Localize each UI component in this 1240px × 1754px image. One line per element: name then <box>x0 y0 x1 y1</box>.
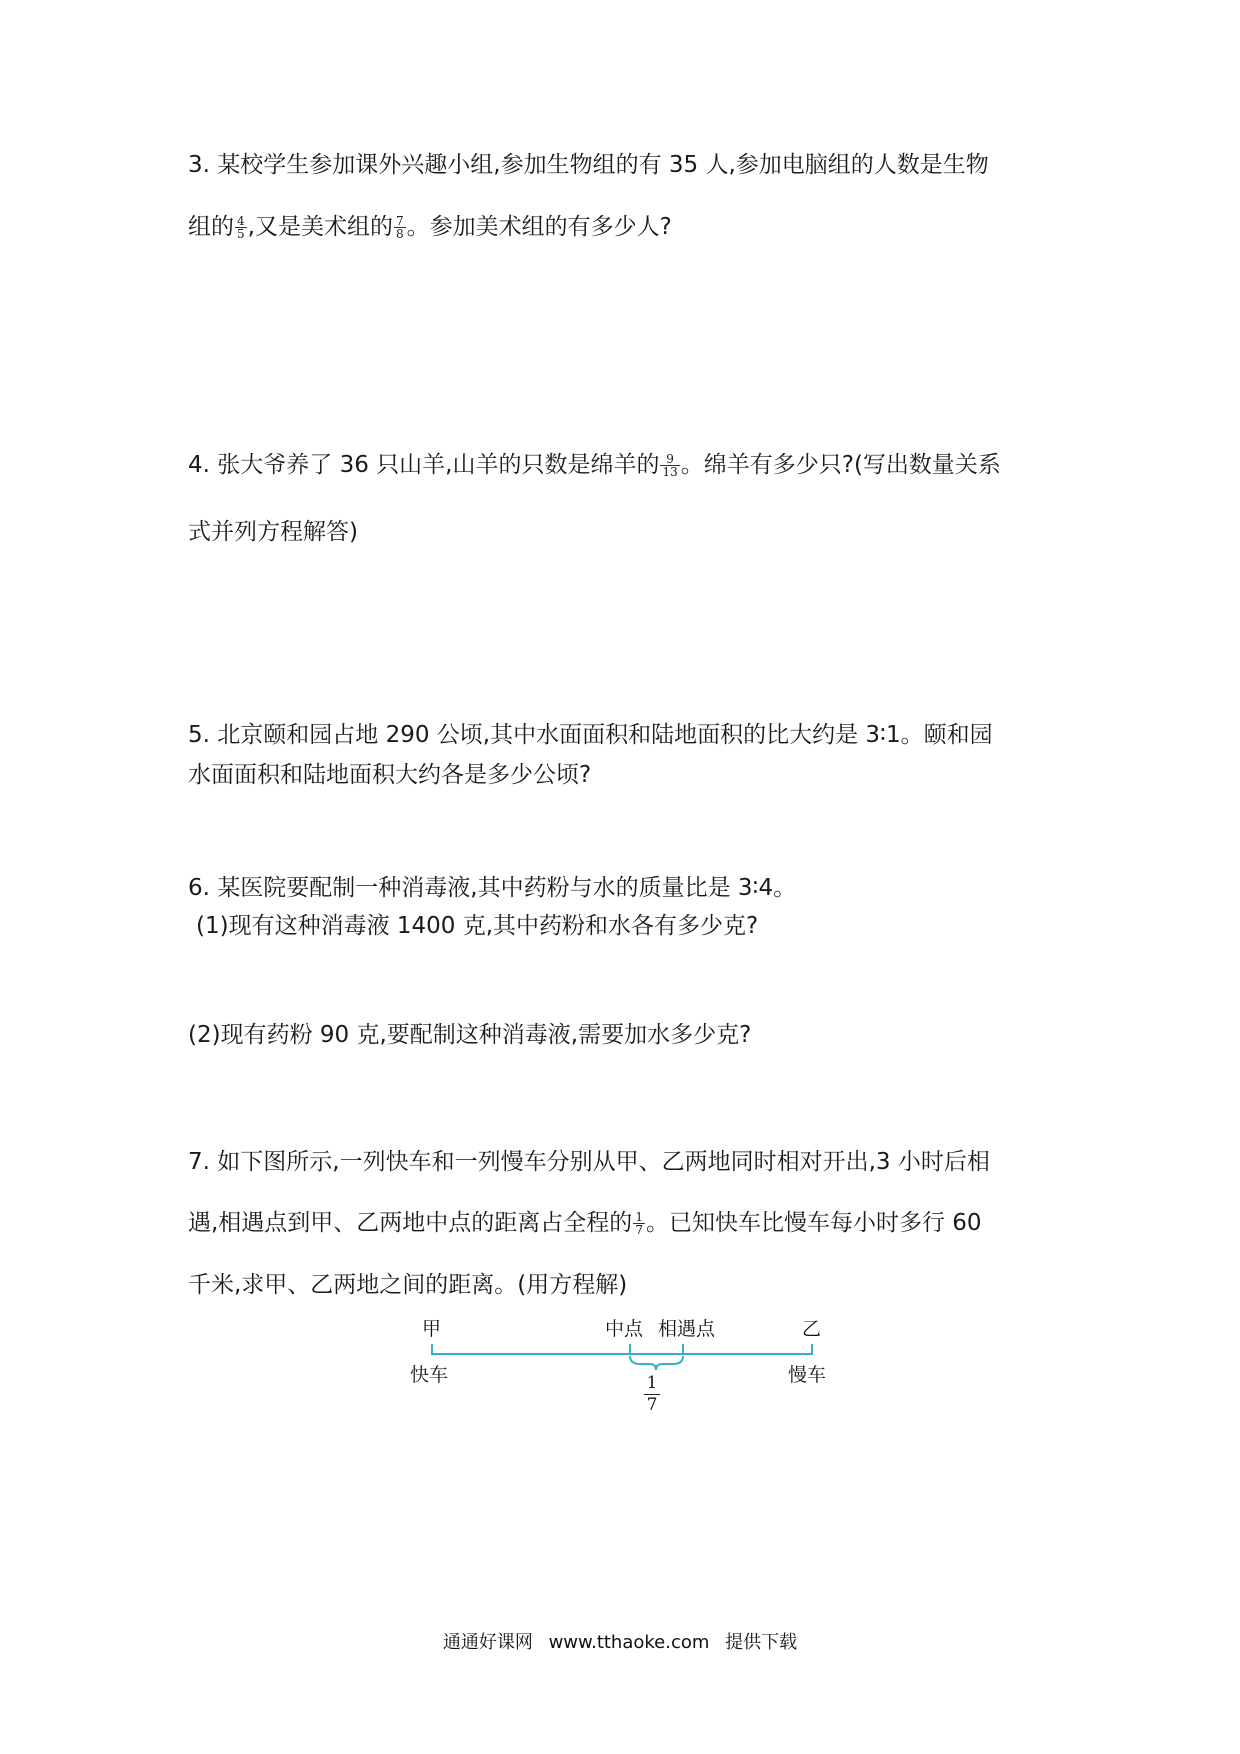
q7-line-1: 7. 如下图所示,一列快车和一列慢车分别从甲、乙两地同时相对开出,3 小时后相 <box>188 1149 990 1175</box>
q4-line-2: 式并列方程解答) <box>188 519 358 545</box>
fraction-numerator: 7 <box>395 214 404 228</box>
fraction-numerator: 1 <box>646 1373 658 1393</box>
midpoint-label: 中点 <box>605 1318 644 1340</box>
q3-text-c: 。参加美术组的有多少人? <box>406 214 672 240</box>
q6-sub-question-2: (2)现有药粉 90 克,要配制这种消毒液,需要加水多少克? <box>188 1022 752 1048</box>
slow-car-label: 慢车 <box>788 1364 827 1386</box>
footer-site-name: 通通好课网 <box>442 1632 533 1653</box>
fraction-numerator: 9 <box>666 452 674 466</box>
q4-text-b: 。绵羊有多少只?(写出数量关系 <box>680 452 1001 478</box>
q4-fraction <box>660 453 679 478</box>
q3-fraction-1 <box>235 215 247 240</box>
fraction-denominator: 7 <box>646 1395 658 1415</box>
footer-suffix: 提供下载 <box>725 1632 798 1653</box>
q3-line-1: 3. 某校学生参加课外兴趣小组,参加生物组的有 35 人,参加电脑组的人数是生物 <box>188 152 989 178</box>
page-footer <box>0 1628 1240 1654</box>
point-b-label: 乙 <box>802 1318 822 1340</box>
fraction-numerator: 1 <box>635 1210 643 1224</box>
q3-text-b: ,又是美术组的 <box>247 214 393 240</box>
q3-line-2 <box>188 212 672 242</box>
q6-line-1: 6. 某医院要配制一种消毒液,其中药粉与水的质量比是 3∶4。 <box>188 875 797 901</box>
q4-text-a: 4. 张大爷养了 36 只山羊,山羊的只数是绵羊的 <box>188 452 660 478</box>
footer-url[interactable]: www.tthaoke.com <box>548 1632 710 1653</box>
q7-line-2 <box>188 1208 982 1238</box>
distance-diagram <box>400 1318 860 1423</box>
fraction-numerator: 4 <box>237 214 245 228</box>
q5-line-2: 水面面积和陆地面积大约各是多少公顷? <box>188 762 592 788</box>
q3-fraction-2 <box>394 215 406 240</box>
segment-brace <box>630 1356 683 1370</box>
fraction-denominator: 7 <box>635 1223 643 1237</box>
q3-text-a: 组的 <box>188 214 234 240</box>
point-a-label: 甲 <box>422 1318 442 1340</box>
q7-text-b: 。已知快车比慢车每小时多行 60 <box>645 1210 982 1236</box>
q7-text-a: 遇,相遇点到甲、乙两地中点的距离占全程的 <box>188 1210 633 1236</box>
q6-sub-question-1: (1)现有这种消毒液 1400 克,其中药粉和水各有多少克? <box>196 913 759 939</box>
fraction-denominator: 8 <box>395 227 404 241</box>
q7-fraction <box>633 1211 645 1236</box>
fraction-denominator: 13 <box>662 465 678 479</box>
segment-fraction <box>644 1374 660 1415</box>
q7-line-3: 千米,求甲、乙两地之间的距离。(用方程解) <box>188 1272 628 1298</box>
fraction-denominator: 5 <box>237 227 245 241</box>
q4-line-1 <box>188 450 1001 480</box>
fast-car-label: 快车 <box>410 1364 449 1386</box>
q5-line-1: 5. 北京颐和园占地 290 公顷,其中水面面积和陆地面积的比大约是 3∶1。颐和园 <box>188 722 993 748</box>
meeting-point-label: 相遇点 <box>658 1318 716 1340</box>
